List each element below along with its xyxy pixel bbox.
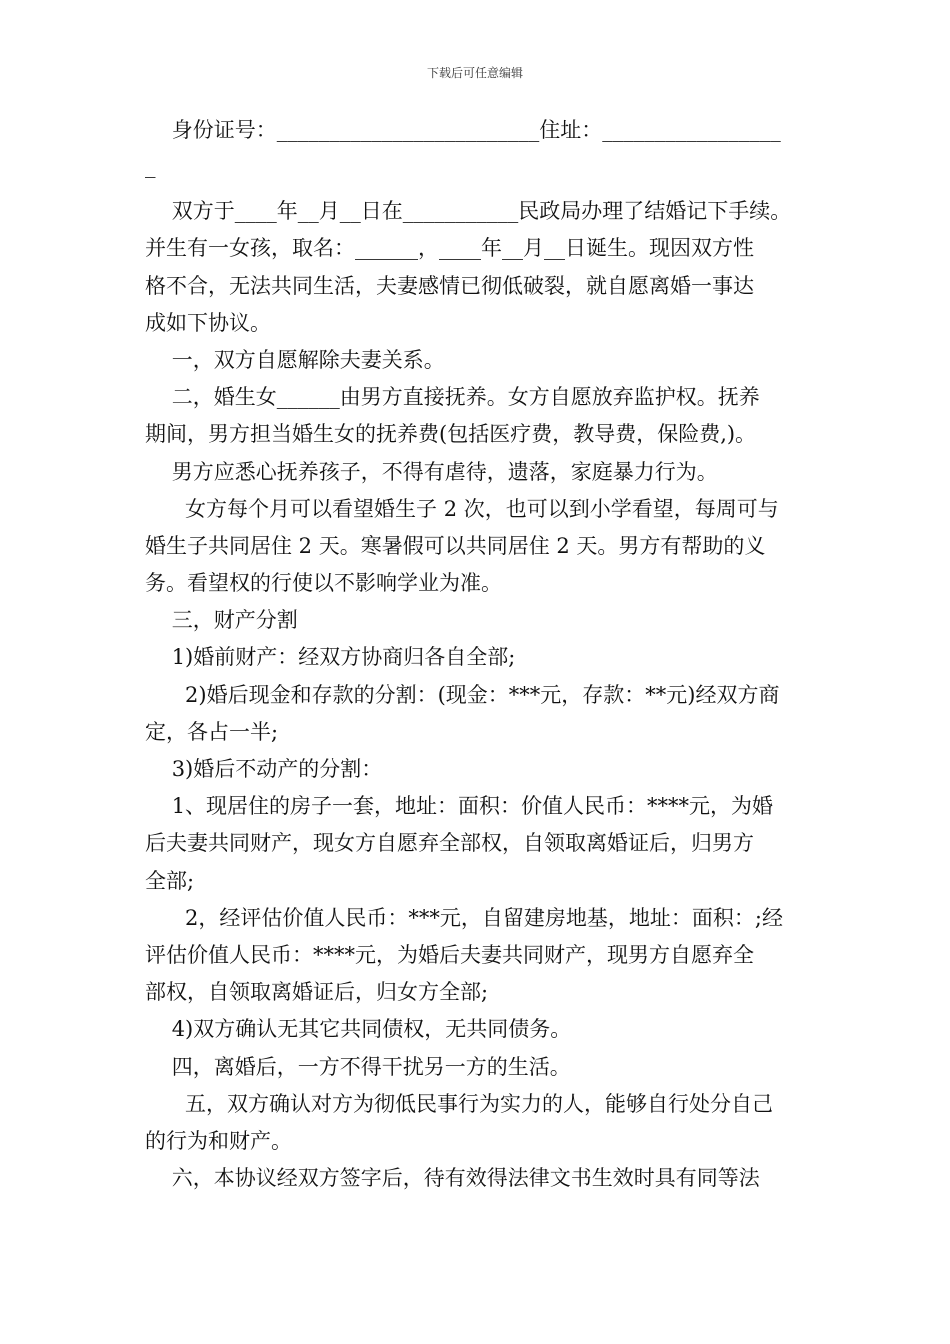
text-line: 评估价值人民币：****元，为婚后夫妻共同财产，现男方自愿弃全	[145, 942, 754, 967]
text-line: 双方于____年__月__日在___________民政局办理了结婚记下手续。	[145, 199, 792, 224]
text-line: 六，本协议经双方签字后，待有效得法律文书生效时具有同等法	[145, 1166, 760, 1191]
text-line: 的行为和财产。	[145, 1128, 292, 1153]
text-line: 2)婚后现金和存款的分割：(现金：***元，存款：**元)经双方商	[145, 682, 780, 707]
text-line: 女方每个月可以看望婚生子 2 次，也可以到小学看望，每周可与	[145, 496, 779, 521]
text-line: 一，双方自愿解除夫妻关系。	[145, 347, 445, 372]
text-line: 1)婚前财产：经双方协商归各自全部;	[145, 645, 516, 670]
text-line: 婚生子共同居住 2 天。寒暑假可以共同居住 2 天。男方有帮助的义	[145, 533, 766, 558]
page-header-note: 下载后可任意编辑	[426, 66, 523, 80]
text-line: 成如下协议。	[145, 310, 271, 335]
text-line: 期间，男方担当婚生女的抚养费(包括医疗费，教导费，保险费,)。	[145, 422, 757, 447]
text-line: 2，经评估价值人民币：***元，自留建房地基，地址：面积：;经	[145, 905, 783, 930]
text-line: 后夫妻共同财产，现女方自愿弃全部权，自领取离婚证后，归男方	[145, 831, 754, 856]
text-line: 3)婚后不动产的分割：	[145, 757, 383, 781]
text-line: 全部;	[145, 868, 195, 893]
text-line: 部权，自领取离婚证后，归女方全部;	[145, 980, 489, 1005]
text-line: 身份证号：_________________________住址：_________________	[145, 118, 781, 142]
text-line: 三，财产分割	[145, 608, 298, 633]
text-line: 二，婚生女______由男方直接抚养。女方自愿放弃监护权。抚养	[145, 385, 760, 410]
text-line: 4)双方确认无其它共同债权，无共同债务。	[145, 1017, 572, 1042]
text-line: 男方应悉心抚养孩子，不得有虐待，遗落，家庭暴力行为。	[145, 459, 718, 484]
text-line: 务。看望权的行使以不影响学业为准。	[145, 571, 502, 596]
text-line: 并生有一女孩，取名：______，____年__月__日诞生。现因双方性	[145, 236, 754, 261]
text-line: 四，离婚后，一方不得干扰另一方的生活。	[145, 1054, 571, 1079]
text-line: 五，双方确认对方为彻低民事行为实力的人，能够自行处分自己	[145, 1091, 774, 1116]
text-line: 格不合，无法共同生活，夫妻感情已彻低破裂，就自愿离婚一事达	[145, 273, 754, 298]
text-line: 定，各占一半;	[145, 719, 279, 744]
document-body	[145, 112, 810, 1197]
text-line: _	[145, 154, 156, 179]
text-line: 1、现居住的房子一套，地址：面积：价值人民币：****元，为婚	[145, 794, 774, 819]
